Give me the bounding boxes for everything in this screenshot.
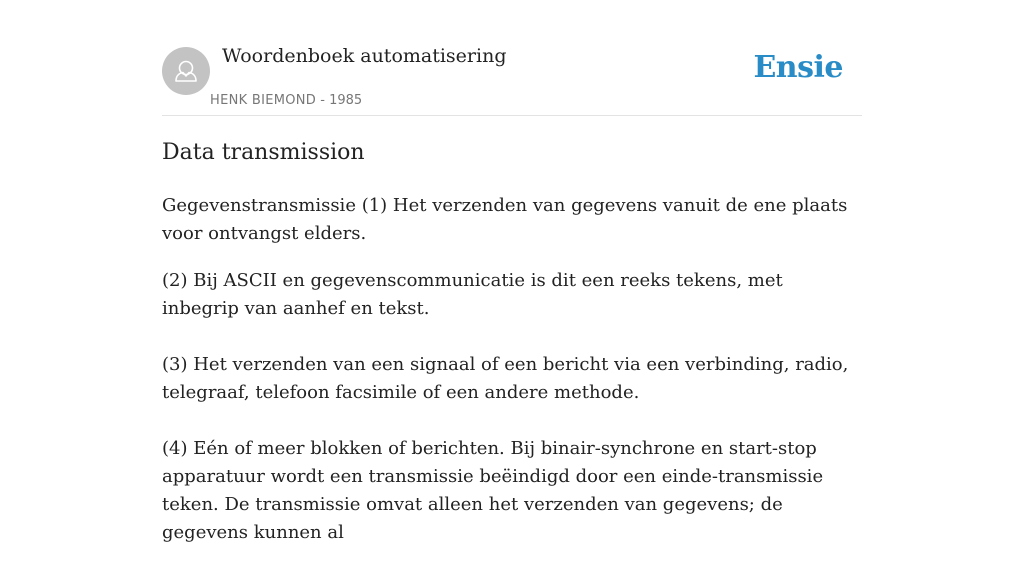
user-silhouette-icon <box>162 47 210 95</box>
definition-paragraph: (2) Bij ASCII en gegevenscommunicatie is dit een reeks tekens, met inbegrip van aanhef en tekst. <box>162 270 783 319</box>
entry-term: Data transmission <box>162 140 365 165</box>
publication-year: 1985 <box>329 93 363 108</box>
ensie-logo[interactable]: Ensie <box>753 50 843 85</box>
dictionary-header <box>162 0 862 116</box>
author-avatar[interactable] <box>162 47 210 95</box>
book-meta <box>210 93 362 108</box>
definition-paragraph: Gegevenstransmissie (1) Het verzenden van gegevens vanuit de ene plaats voor ontvangst elders. <box>162 195 848 244</box>
page-container <box>162 0 862 543</box>
author-name[interactable]: HENK BIEMOND <box>210 93 317 108</box>
definition-paragraph: (4) Eén of meer blokken of berichten. Bij binair-synchrone en start-stop apparatuur wordt een transmissie beëindigd door een einde-transmissie teken. De transmissie omvat alleen het verzenden van gegevens; de gegevens kunnen al <box>162 438 824 543</box>
definition-paragraph: (3) Het verzenden van een signaal of een bericht via een verbinding, radio, telegraaf, telefoon facsimile of een andere methode. <box>162 354 849 403</box>
entry-definition <box>162 192 862 566</box>
book-title[interactable]: Woordenboek automatisering <box>222 45 507 67</box>
meta-separator: - <box>316 93 330 108</box>
